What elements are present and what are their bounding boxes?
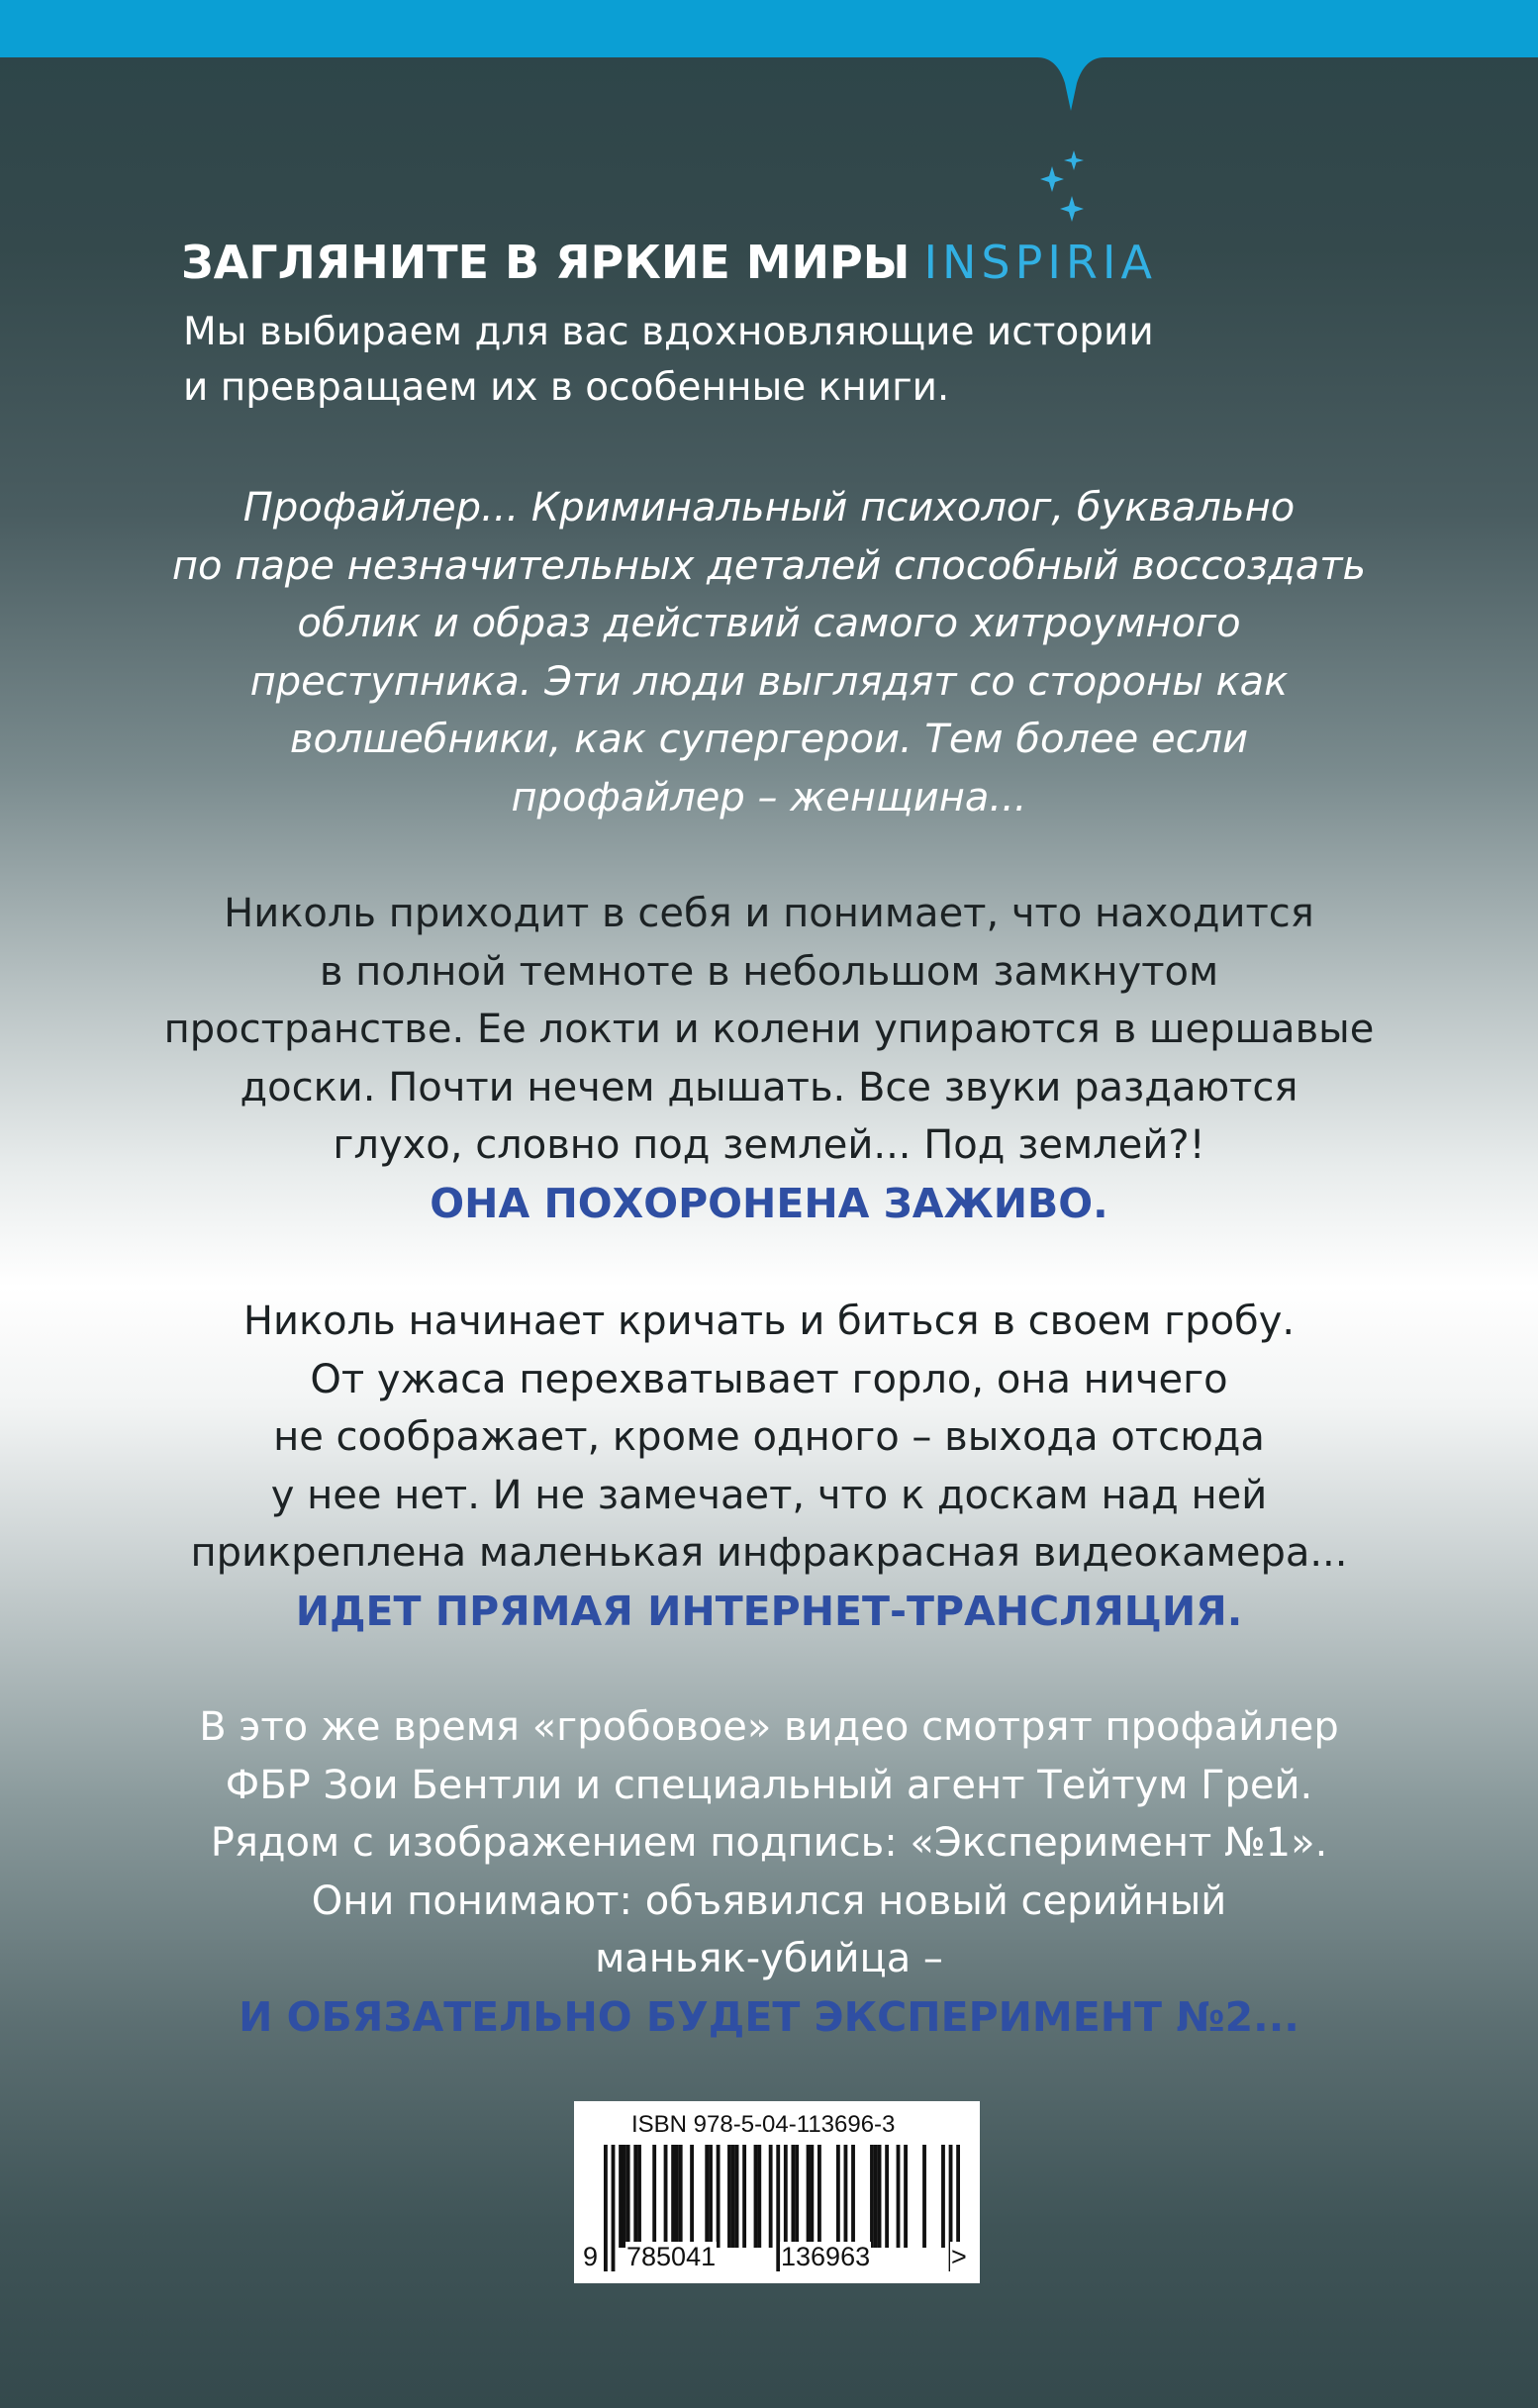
barcode-bar (791, 2145, 795, 2248)
paragraph-line: Профайлер... Криминальный психолог, буквально (242, 485, 1296, 530)
paragraph-line: доски. Почти нечем дышать. Все звуки раздаются (240, 1064, 1298, 1110)
barcode-bar (717, 2145, 721, 2248)
barcode-bar (769, 2145, 773, 2248)
top-color-band (0, 0, 1538, 119)
blurb-paragraph-2 (99, 885, 1439, 1232)
barcode-bar (742, 2145, 746, 2248)
accent-line: И ОБЯЗАТЕЛЬНО БУДЕТ ЭКСПЕРИМЕНТ №2... (239, 1992, 1299, 2041)
paragraph-line: у нее нет. И не замечает, что к доскам над ней (270, 1472, 1268, 1518)
barcode-digit-lead: 9 (583, 2242, 599, 2271)
barcode-bar (807, 2145, 811, 2248)
barcode-bar (897, 2145, 901, 2248)
barcode-bar (878, 2145, 882, 2248)
headline-text: ЗАГЛЯНИТЕ В ЯРКИЕ МИРЫ (181, 236, 911, 289)
barcode-bar (851, 2145, 855, 2248)
barcode-bar (885, 2145, 889, 2248)
barcode-bar (870, 2145, 874, 2248)
intro-line: и превращаем их в особенные книги. (183, 365, 950, 410)
barcode-bar (679, 2145, 683, 2248)
paragraph-line: В это же время «гробовое» видео смотрят профайлер (199, 1704, 1339, 1750)
paragraph-line: Николь начинает кричать и биться в своем гробу. (242, 1299, 1296, 1344)
paragraph-line: Они понимают: объявился новый серийный (311, 1878, 1227, 1924)
paragraph-line: в полной темноте в небольшом замкнутом (319, 948, 1219, 995)
barcode-bar (623, 2145, 626, 2248)
barcode-bar (619, 2145, 623, 2248)
barcode-bar (817, 2145, 821, 2248)
barcode-quiet-mark: > (951, 2242, 967, 2271)
paragraph-line: профайлер – женщина... (511, 774, 1027, 820)
paragraph-line: маньяк-убийца – (595, 1936, 943, 1981)
barcode-bar (633, 2145, 637, 2248)
blurb-paragraph-1 (99, 479, 1439, 826)
barcode-digits-left: 785041 (626, 2242, 717, 2271)
barcode-bar (671, 2145, 675, 2248)
paragraph-line: не соображает, кроме одного – выхода отсюда (273, 1414, 1265, 1460)
paragraph-line: прикреплена маленькая инфракрасная видеокамера... (190, 1530, 1348, 1576)
paragraph-line: глухо, словно под землей... Под землей?! (333, 1122, 1205, 1168)
barcode-bar (735, 2145, 739, 2248)
series-headline (181, 236, 1157, 289)
barcode-bar (754, 2145, 758, 2248)
barcode-bar (731, 2145, 735, 2248)
barcode-bar (652, 2145, 656, 2248)
paragraph-line: облик и образ действий самого хитроумного (297, 601, 1241, 646)
blurb-paragraph-4 (99, 1698, 1439, 2046)
barcode-bar (690, 2145, 694, 2248)
barcode-bar (941, 2145, 945, 2248)
paragraph-line: От ужаса перехватывает горло, она ничего (310, 1356, 1228, 1402)
paragraph-line: Рядом с изображением подпись: «Эксперимент №1». (210, 1820, 1328, 1866)
paragraph-line: волшебники, как супергерои. Тем более если (289, 717, 1249, 762)
barcode-bar (637, 2145, 641, 2248)
barcode-bar (604, 2145, 608, 2271)
barcode-bar (664, 2145, 668, 2248)
barcode-bar (874, 2145, 878, 2248)
accent-line: ОНА ПОХОРОНЕНА ЗАЖИВО. (430, 1179, 1108, 1227)
barcode-bar (675, 2145, 679, 2248)
barcode-bar (795, 2145, 799, 2248)
series-intro (183, 305, 1420, 416)
paragraph-line: пространстве. Ее локти и колени упираются в шершавые (163, 1007, 1375, 1052)
top-band-shape (0, 0, 1538, 111)
barcode-digits-right: 136963 (781, 2242, 871, 2271)
blurb-paragraph-3 (99, 1293, 1439, 1640)
barcode-bar (709, 2145, 713, 2248)
paragraph-line: ФБР Зои Бентли и специальный агент Тейтум Грей. (225, 1762, 1313, 1808)
barcode-bar (626, 2145, 630, 2248)
isbn-barcode (574, 2101, 980, 2283)
isbn-text: ISBN 978-5-04-113696-3 (631, 2111, 896, 2138)
barcode-bar (844, 2145, 848, 2248)
paragraph-line: Николь приходит в себя и понимает, что находится (224, 891, 1314, 936)
paragraph-line: по паре незначительных деталей способный воссоздать (171, 542, 1367, 589)
paragraph-line: преступника. Эти люди выглядят со стороны как (249, 658, 1289, 705)
barcode-bar (922, 2145, 926, 2248)
accent-line: ИДЕТ ПРЯМАЯ ИНТЕРНЕТ-ТРАНСЛЯЦИЯ. (295, 1587, 1243, 1635)
barcode-bar (904, 2145, 908, 2248)
brand-name: INSPIRIA (923, 236, 1157, 289)
intro-line: Мы выбираем для вас вдохновляющие истории (183, 310, 1154, 354)
barcode-bar (757, 2145, 761, 2248)
barcode-bar (727, 2145, 731, 2248)
barcode-bar (612, 2145, 616, 2271)
barcode-bar (810, 2145, 814, 2248)
sparkle-icon (1034, 148, 1094, 228)
barcode-bar (836, 2145, 840, 2248)
barcode-bar (705, 2145, 709, 2248)
